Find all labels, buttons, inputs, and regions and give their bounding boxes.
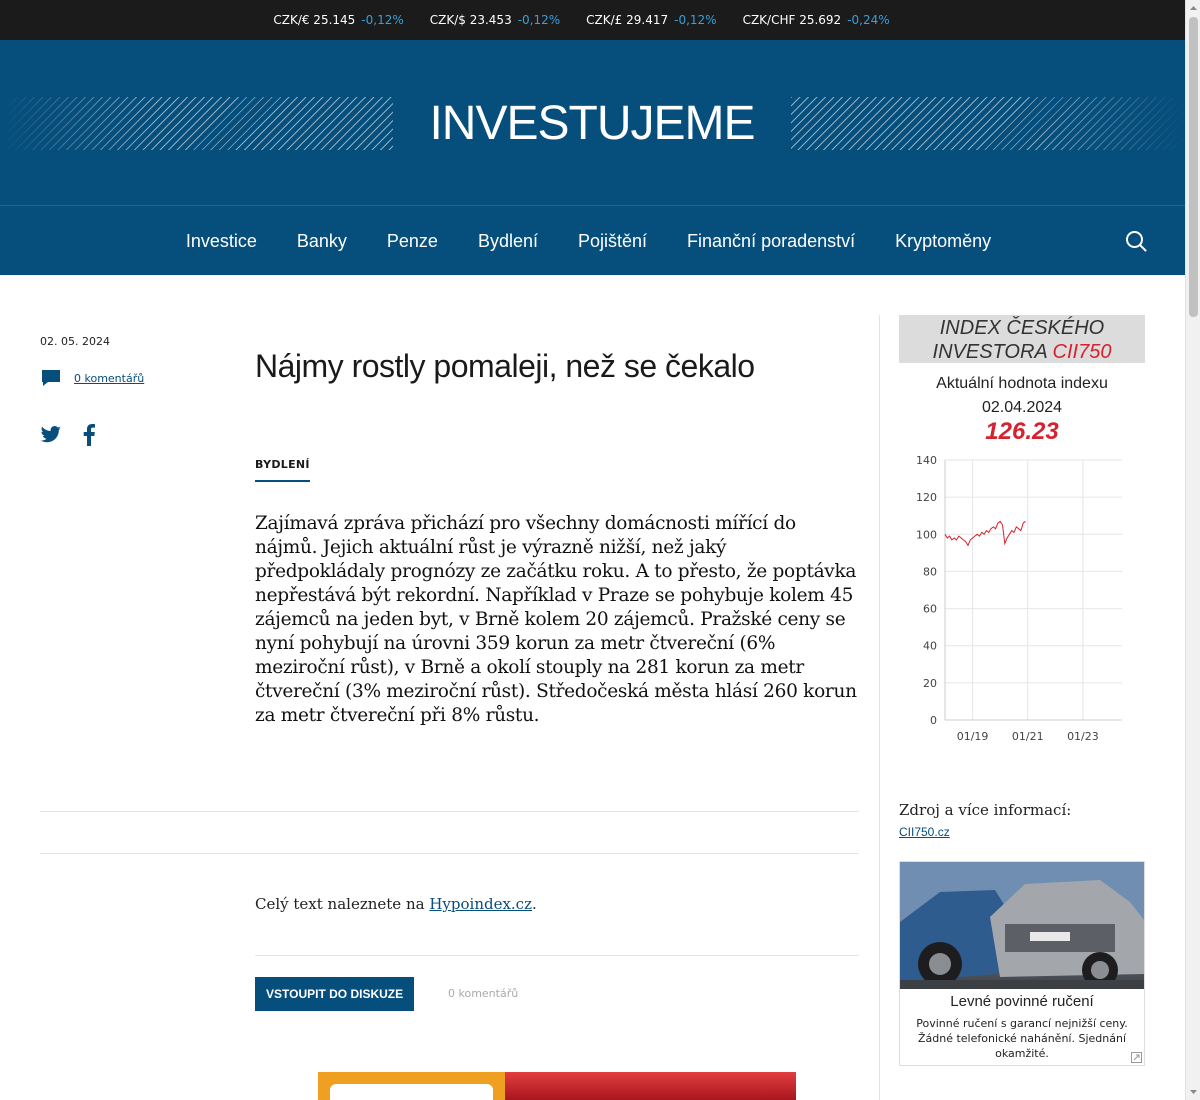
enter-discussion-button[interactable]: VSTOUPIT DO DISKUZE: [255, 977, 414, 1011]
site-logo[interactable]: INVESTUJEME: [429, 97, 755, 150]
rate-chf: CZK/CHF 25.692 -0,24%: [742, 13, 890, 27]
comments-meta: [40, 368, 144, 388]
y-tick-label: 40: [923, 639, 937, 653]
nav-item-financni-poradenstvi[interactable]: Finanční poradenství: [687, 230, 856, 251]
divider: [255, 955, 859, 956]
info-link[interactable]: CII750.cz: [899, 825, 950, 839]
index-chart: [899, 450, 1145, 750]
ad-text: Povinné ručení s garancí nejnižší ceny. Žádné telefonické nahánění. Sjednání okamžité.: [916, 1017, 1128, 1060]
index-title-box: INDEX ČESKÉHO INVESTORA CII750: [899, 315, 1145, 363]
share-buttons: [40, 424, 96, 446]
sidebar-divider: [879, 315, 880, 1100]
header-stripes-left: [0, 97, 393, 150]
y-tick-label: 20: [923, 676, 937, 690]
rate-eur: CZK/€ 25.145 -0,12%: [273, 13, 404, 27]
index-series-line: [945, 521, 1026, 545]
ad-car-image: [505, 1072, 796, 1100]
y-tick-label: 80: [923, 565, 937, 579]
twitter-icon[interactable]: [40, 426, 62, 444]
bottom-ad-banner[interactable]: [318, 1072, 796, 1100]
divider: [40, 811, 859, 812]
nav-item-pojisteni[interactable]: Pojištění: [577, 230, 648, 251]
y-tick-label: 140: [916, 454, 937, 467]
comment-icon: [40, 368, 62, 388]
index-caption: Aktuální hodnota indexu 02.04.2024: [936, 375, 1108, 416]
source-paragraph: Celý text naleznete na Hypoindex.cz.: [255, 895, 537, 913]
nav-item-penze[interactable]: Penze: [386, 230, 438, 251]
page-scrollbar[interactable]: [1185, 0, 1200, 1100]
y-tick-label: 0: [930, 714, 937, 727]
scroll-thumb[interactable]: [1189, 17, 1198, 317]
site-header: [0, 40, 1185, 205]
y-tick-label: 100: [916, 528, 937, 542]
x-tick-label: 01/19: [956, 730, 989, 743]
scroll-up-arrow-icon[interactable]: [1186, 0, 1200, 17]
article-title: Nájmy rostly pomaleji, než se čekalo: [255, 348, 755, 384]
article-lead: Zajímavá zpráva přichází pro všechny domácnosti mířící do nájmů. Jejich aktuální růst je výrazně nižší, než jaký předpokládaly prognózy ze začátku roku. A to přesto, že poptávka nepřestává být rekordní. Například v Praze se pohybuje kolem 45 zájemců na jeden byt, v Brně kolem 20 zájemců. Pražské ceny se nyní pohybují na úrovni 359 korun za metr čtvereční (6% meziroční růst), v Brně a okolí stouply na 281 korun za metr čtvereční (3% meziroční růst). Středočeská města hlásí 260 korun za metr čtvereční při 8% růstu.: [255, 513, 857, 726]
main-nav: [0, 205, 1185, 275]
nav-item-kryptomeny[interactable]: Kryptoměny: [895, 230, 992, 251]
nav-item-investice[interactable]: Investice: [185, 230, 257, 251]
y-tick-label: 120: [916, 491, 937, 505]
nav-item-bydleni[interactable]: Bydlení: [477, 230, 538, 251]
x-tick-label: 01/21: [1011, 730, 1044, 743]
discussion-count: 0 komentářů: [448, 987, 519, 1000]
header-stripes-right: [791, 97, 1185, 150]
nav-item-banky[interactable]: Banky: [296, 230, 347, 251]
category-tag[interactable]: BYDLENÍ: [255, 458, 310, 482]
ad-card: [330, 1084, 493, 1100]
y-tick-label: 60: [923, 602, 937, 616]
article-date: 02. 05. 2024: [40, 335, 110, 348]
ad-title[interactable]: Levné povinné ručení: [950, 993, 1094, 1010]
currency-ticker: [0, 0, 1185, 40]
search-icon[interactable]: [1125, 230, 1147, 252]
rate-gbp: CZK/£ 29.417 -0,12%: [586, 13, 717, 27]
ad-image-crashed-cars: [900, 862, 1144, 989]
facebook-icon[interactable]: [82, 424, 96, 446]
index-code: CII750: [1052, 341, 1112, 363]
divider: [40, 853, 859, 854]
source-link[interactable]: Hypoindex.cz: [429, 895, 532, 913]
ad-info-icon[interactable]: [1131, 1052, 1142, 1063]
rate-usd: CZK/$ 23.453 -0,12%: [429, 13, 561, 27]
scroll-down-arrow-icon[interactable]: [1186, 1083, 1200, 1100]
index-value: 126.23: [985, 418, 1059, 445]
comments-link[interactable]: 0 komentářů: [74, 371, 145, 385]
info-label: Zdroj a více informací:: [899, 801, 1072, 819]
sidebar-ad[interactable]: [899, 861, 1145, 1066]
x-tick-label: 01/23: [1067, 730, 1099, 743]
